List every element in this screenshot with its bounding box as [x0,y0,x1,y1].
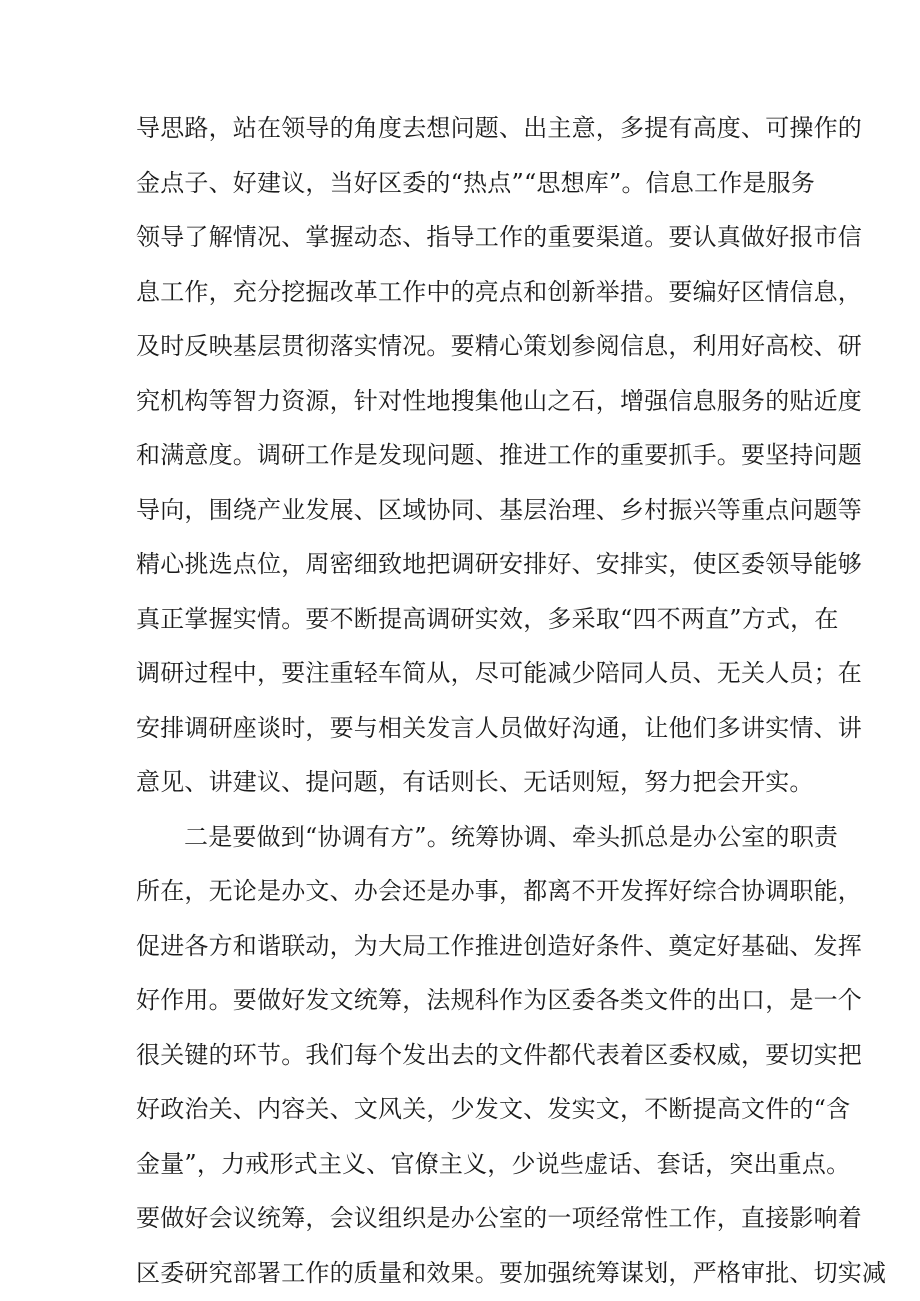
text-line-8: 导向，围绕产业发展、区域协同、基层治理、乡村振兴等重点问题等 [136,496,862,524]
text-line-6: 究机构等智力资源，针对性地搜集他山之石，增强信息服务的贴近度 [136,387,862,415]
text-line-5: 及时反映基层贯彻落实情况。要精心策划参阅信息，利用好高校、研 [136,332,862,360]
text-line-13: 意见、讲建议、提问题，有话则长、无话则短，努力把会开实。 [136,768,814,796]
text-line-19: 好政治关、内容关、文风关，少发文、发实文，不断提高文件的“含 [136,1095,851,1123]
text-line-20: 金量”，力戒形式主义、官僚主义，少说些虚话、套话，突出重点。 [136,1150,851,1178]
text-line-10: 真正掌握实情。要不断提高调研实效，多采取“四不两直”方式，在 [136,605,839,633]
text-line-18: 很关键的环节。我们每个发出去的文件都代表着区委权威，要切实把 [136,1041,862,1069]
text-line-21: 要做好会议统筹，会议组织是办公室的一项经常性工作，直接影响着 [136,1204,862,1232]
text-line-16: 促进各方和谐联动，为大局工作推进创造好条件、奠定好基础、发挥 [136,932,862,960]
text-line-14: 二是要做到“协调有方”。统筹协调、牵头抓总是办公室的职责 [184,823,839,851]
text-line-4: 息工作，充分挖掘改革工作中的亮点和创新举措。要编好区情信息， [136,278,862,306]
text-line-12: 安排调研座谈时，要与相关发言人员做好沟通，让他们多讲实情、讲 [136,714,862,742]
text-line-11: 调研过程中，要注重轻车简从，尽可能减少陪同人员、无关人员；在 [136,659,862,687]
text-line-1: 导思路，站在领导的角度去想问题、出主意，多提有高度、可操作的 [136,114,862,142]
text-line-2: 金点子、好建议，当好区委的“热点”“思想库”。信息工作是服务 [136,169,816,197]
text-line-3: 领导了解情况、掌握动态、指导工作的重要渠道。要认真做好报市信 [136,223,862,251]
text-line-15: 所在，无论是办文、办会还是办事，都离不开发挥好综合协调职能， [136,877,862,905]
text-line-17: 好作用。要做好发文统筹，法规科作为区委各类文件的出口，是一个 [136,986,862,1014]
text-line-7: 和满意度。调研工作是发现问题、推进工作的重要抓手。要坚持问题 [136,441,862,469]
text-line-9: 精心挑选点位，周密细致地把调研安排好、安排实，使区委领导能够 [136,550,862,578]
text-line-22: 区委研究部署工作的质量和效果。要加强统筹谋划，严格审批、切实减 [136,1259,887,1287]
